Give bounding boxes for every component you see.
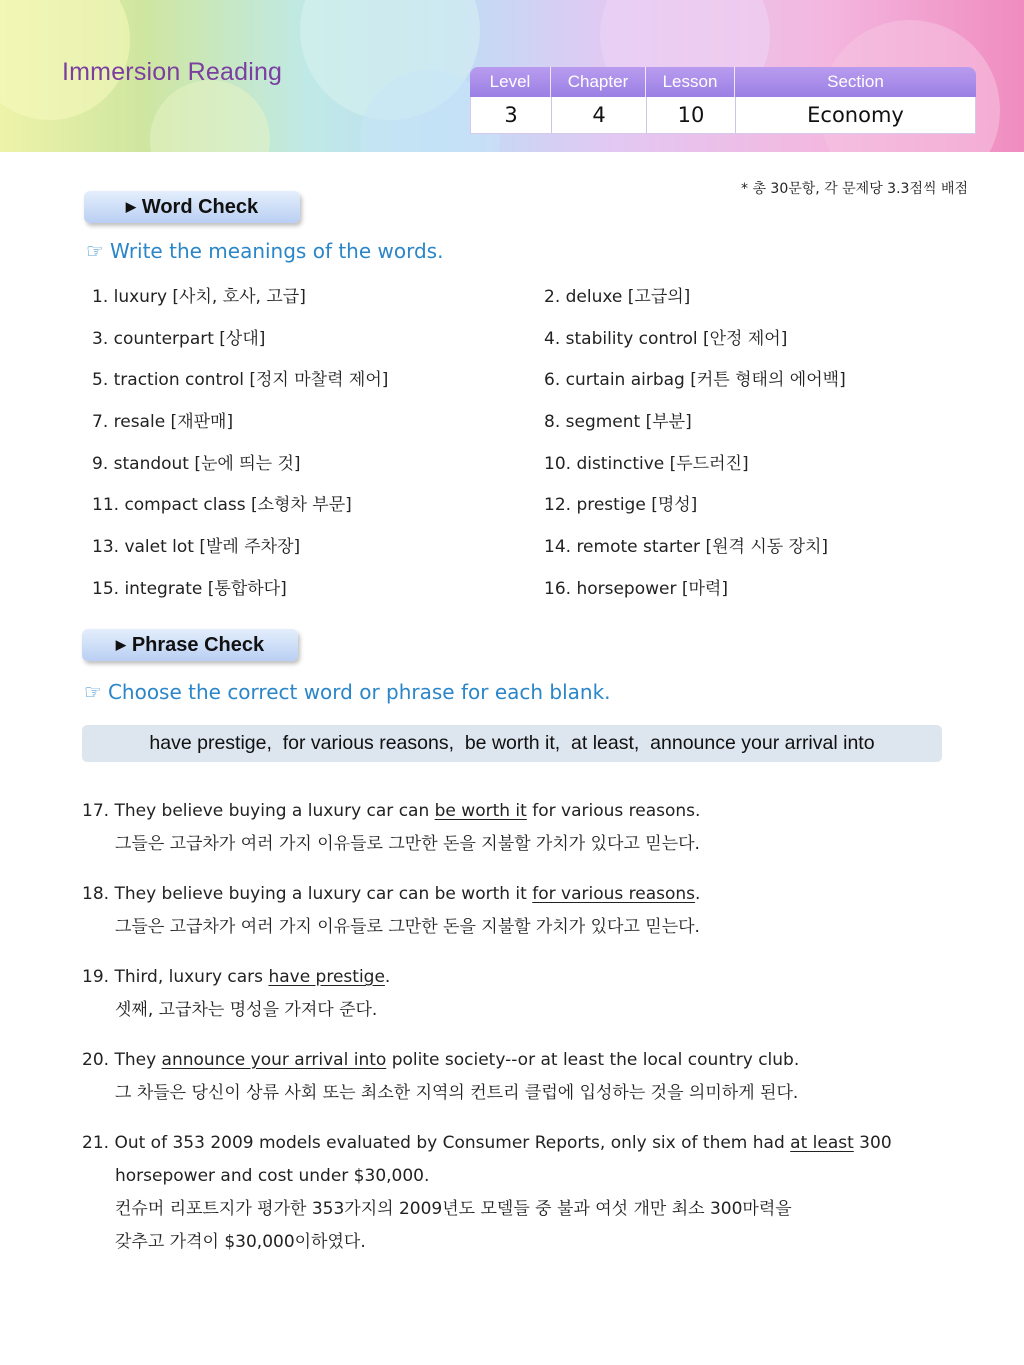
sentence-before: Third, luxury cars — [114, 967, 269, 987]
phrase-options-box: have prestige, for various reasons, be worth it, at least, announce your arrival into — [82, 725, 942, 762]
answer-blank: announce your arrival into — [161, 1050, 387, 1070]
exercise-item — [82, 1044, 922, 1110]
pointing-hand-icon: ☞ — [86, 239, 104, 263]
decor-bubble — [150, 80, 270, 152]
word-check-instruction — [86, 239, 443, 263]
word-check-title: Word Check — [141, 195, 259, 218]
word-item: 14. remote starter [원격 시동 장치] — [544, 537, 829, 558]
header-banner — [0, 0, 1024, 152]
sentence-before: Out of 353 2009 models evaluated by Consumer Reports, only six of them had — [114, 1133, 791, 1153]
sentence-before: They believe buying a luxury car can — [114, 801, 435, 821]
word-row — [92, 574, 972, 616]
exercise-sentence — [82, 1127, 922, 1160]
sentence-after: for various reasons. — [526, 801, 701, 821]
word-item: 16. horsepower [마력] — [544, 578, 728, 599]
exercise-list — [82, 795, 922, 1259]
lesson-value: 10 — [647, 97, 736, 133]
phrase-check-heading — [82, 629, 298, 661]
section-value: Economy — [807, 103, 904, 127]
sentence-before: They believe buying a luxury car can be worth it — [114, 884, 533, 904]
word-check-heading — [84, 191, 300, 223]
chapter-header: Chapter — [551, 67, 646, 97]
item-number: 19. — [82, 967, 110, 987]
level-header: Level — [470, 67, 551, 97]
word-item: 11. compact class [소형차 부문] — [92, 495, 352, 516]
phrase-check-instruction — [84, 680, 611, 704]
pointing-hand-icon: ☞ — [84, 680, 102, 704]
lesson-info-header — [470, 67, 976, 97]
word-item: 4. stability control [안정 제어] — [544, 328, 788, 349]
word-item: 15. integrate [통합하다] — [92, 578, 287, 599]
item-number: 18. — [82, 884, 110, 904]
sentence-after: polite society--or at least the local country club. — [386, 1050, 800, 1070]
word-item: 8. segment [부분] — [544, 412, 692, 433]
score-note: * 총 30문항, 각 문제당 3.3점씩 배점 — [741, 181, 968, 197]
section-header: Section — [827, 72, 884, 91]
word-check-instruction-text: Write the meanings of the words. — [109, 239, 444, 263]
phrase-check-instruction-text: Choose the correct word or phrase for each blank. — [107, 680, 611, 704]
sentence-after: . — [695, 884, 701, 904]
exercise-item — [82, 961, 922, 1027]
exercise-item — [82, 1127, 922, 1259]
word-row — [92, 282, 972, 324]
exercise-sentence — [82, 795, 922, 828]
korean-translation: 그들은 고급차가 여러 가지 이유들로 그만한 돈을 지불할 가치가 있다고 믿는다. — [115, 917, 700, 937]
exercise-sentence — [82, 1044, 922, 1077]
word-item: 12. prestige [명성] — [544, 495, 698, 516]
exercise-item — [82, 795, 922, 861]
word-row — [92, 324, 972, 366]
korean-translation: 셋째, 고급차는 명성을 가져다 준다. — [115, 1000, 378, 1020]
sentence-after: 300 — [853, 1133, 892, 1153]
lesson-info-table — [470, 67, 976, 134]
exercise-sentence — [82, 961, 922, 994]
word-row — [92, 407, 972, 449]
answer-blank: be worth it — [434, 801, 527, 821]
word-item: 1. luxury [사치, 호사, 고급] — [92, 287, 306, 307]
answer-blank: have prestige — [268, 967, 385, 987]
word-row — [92, 490, 972, 532]
korean-translation: 그 차들은 당신이 상류 사회 또는 최소한 지역의 컨트리 클럽에 입성하는 것을 의미하게 된다. — [115, 1083, 799, 1103]
word-item: 9. standout [눈에 띄는 것] — [92, 453, 301, 474]
item-number: 20. — [82, 1050, 110, 1070]
word-item: 10. distinctive [두드러진] — [544, 453, 749, 474]
lesson-info-values — [470, 97, 976, 134]
korean-translation-continuation: 갖추고 가격이 $30,000이하였다. — [115, 1232, 366, 1252]
word-item: 6. curtain airbag [커튼 형태의 에어백] — [544, 370, 846, 391]
triangle-right-icon: ▶ — [125, 199, 136, 214]
level-value: 3 — [471, 97, 552, 133]
exercise-sentence — [82, 878, 922, 911]
lesson-header: Lesson — [646, 67, 735, 97]
word-row — [92, 532, 972, 574]
word-list — [92, 282, 972, 616]
word-item: 7. resale [재판매] — [92, 412, 234, 433]
answer-blank: at least — [790, 1133, 854, 1153]
brand-title: Immersion Reading — [62, 58, 283, 86]
sentence-before: They — [114, 1050, 162, 1070]
triangle-right-icon: ▶ — [115, 637, 126, 652]
sentence-continuation: horsepower and cost under $30,000. — [115, 1166, 430, 1186]
item-number: 21. — [82, 1133, 110, 1153]
korean-translation: 컨슈머 리포트지가 평가한 353가지의 2009년도 모델들 중 불과 여섯 개만 최소 300마력을 — [115, 1199, 792, 1219]
word-item: 5. traction control [정지 마찰력 제어] — [92, 370, 389, 391]
korean-translation: 그들은 고급차가 여러 가지 이유들로 그만한 돈을 지불할 가치가 있다고 믿는다. — [115, 834, 700, 854]
answer-blank: for various reasons — [532, 884, 696, 904]
word-row — [92, 449, 972, 491]
phrase-check-title: Phrase Check — [131, 633, 265, 656]
word-item: 13. valet lot [발레 주차장] — [92, 537, 301, 558]
sentence-after: . — [384, 967, 391, 987]
item-number: 17. — [82, 801, 110, 821]
word-row — [92, 365, 972, 407]
chapter-value: 4 — [552, 97, 647, 133]
word-item: 3. counterpart [상대] — [92, 328, 266, 349]
word-item: 2. deluxe [고급의] — [544, 287, 691, 307]
exercise-item — [82, 878, 922, 944]
